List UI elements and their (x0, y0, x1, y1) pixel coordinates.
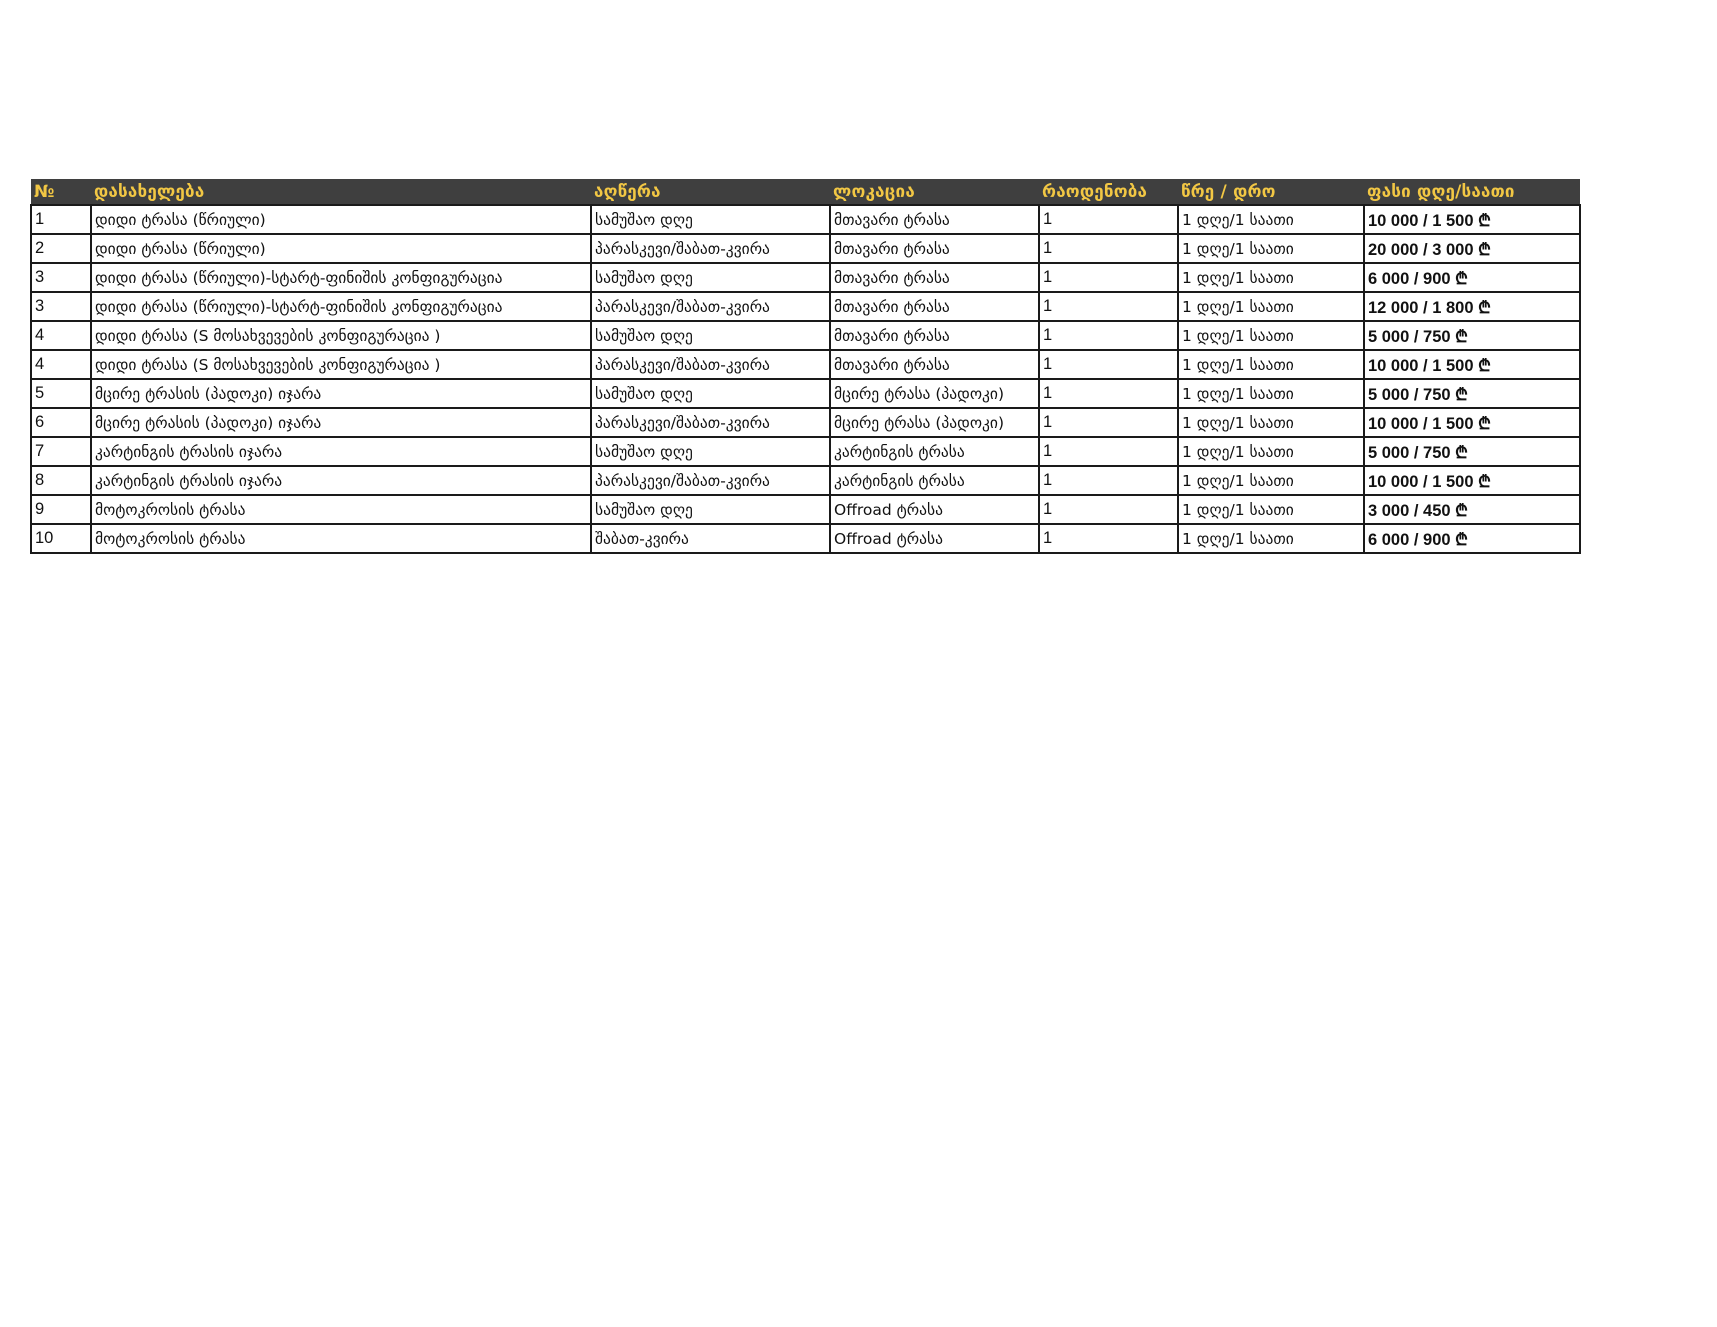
cell-location: Offroad ტრასა (830, 524, 1039, 553)
cell-number: 1 (31, 205, 91, 234)
cell-description: პარასკევი/შაბათ-კვირა (591, 350, 830, 379)
table-row (31, 379, 1580, 408)
cell-price: 5 000 / 750 ₾ (1364, 321, 1580, 350)
cell-duration: 1 დღე/1 საათი (1178, 321, 1364, 350)
cell-location: მთავარი ტრასა (830, 205, 1039, 234)
cell-number: 3 (31, 263, 91, 292)
cell-number: 6 (31, 408, 91, 437)
table-row (31, 495, 1580, 524)
cell-name: კარტინგის ტრასის იჯარა (91, 466, 591, 495)
cell-description: სამუშაო დღე (591, 437, 830, 466)
table-row (31, 437, 1580, 466)
cell-quantity: 1 (1039, 263, 1178, 292)
cell-duration: 1 დღე/1 საათი (1178, 437, 1364, 466)
cell-location: კარტინგის ტრასა (830, 466, 1039, 495)
cell-description: სამუშაო დღე (591, 379, 830, 408)
cell-duration: 1 დღე/1 საათი (1178, 495, 1364, 524)
cell-name: დიდი ტრასა (წრიული) (91, 234, 591, 263)
cell-quantity: 1 (1039, 524, 1178, 553)
cell-number: 2 (31, 234, 91, 263)
table-body (31, 205, 1580, 553)
cell-name: მცირე ტრასის (პადოკი) იჯარა (91, 408, 591, 437)
header-price: ფასი დღე/საათი (1367, 181, 1515, 202)
table-row (31, 234, 1580, 263)
cell-price: 5 000 / 750 ₾ (1364, 379, 1580, 408)
cell-location: მცირე ტრასა (პადოკი) (830, 379, 1039, 408)
cell-name: მცირე ტრასის (პადოკი) იჯარა (91, 379, 591, 408)
cell-number: 10 (31, 524, 91, 553)
cell-duration: 1 დღე/1 საათი (1178, 350, 1364, 379)
cell-duration: 1 დღე/1 საათი (1178, 263, 1364, 292)
cell-location: Offroad ტრასა (830, 495, 1039, 524)
cell-duration: 1 დღე/1 საათი (1178, 205, 1364, 234)
price-table (30, 179, 1581, 554)
header-number: № (34, 181, 55, 202)
cell-location: მთავარი ტრასა (830, 292, 1039, 321)
cell-description: სამუშაო დღე (591, 263, 830, 292)
cell-quantity: 1 (1039, 437, 1178, 466)
cell-quantity: 1 (1039, 495, 1178, 524)
cell-name: მოტოკროსის ტრასა (91, 524, 591, 553)
table-row (31, 321, 1580, 350)
cell-duration: 1 დღე/1 საათი (1178, 292, 1364, 321)
cell-location: მთავარი ტრასა (830, 234, 1039, 263)
cell-description: სამუშაო დღე (591, 321, 830, 350)
cell-number: 5 (31, 379, 91, 408)
cell-quantity: 1 (1039, 292, 1178, 321)
cell-name: დიდი ტრასა (წრიული)-სტარტ-ფინიშის კონფიგურაცია (91, 292, 591, 321)
table-row (31, 263, 1580, 292)
cell-name: დიდი ტრასა (S მოსახვევების კონფიგურაცია ) (91, 350, 591, 379)
cell-quantity: 1 (1039, 321, 1178, 350)
cell-duration: 1 დღე/1 საათი (1178, 524, 1364, 553)
cell-quantity: 1 (1039, 205, 1178, 234)
cell-location: კარტინგის ტრასა (830, 437, 1039, 466)
header-duration: წრე / დრო (1181, 181, 1276, 202)
price-sheet (30, 179, 1579, 554)
cell-description: სამუშაო დღე (591, 205, 830, 234)
cell-price: 3 000 / 450 ₾ (1364, 495, 1580, 524)
cell-number: 9 (31, 495, 91, 524)
cell-number: 7 (31, 437, 91, 466)
header-name: დასახელება (94, 181, 205, 202)
cell-location: მთავარი ტრასა (830, 263, 1039, 292)
cell-location: მთავარი ტრასა (830, 350, 1039, 379)
cell-description: პარასკევი/შაბათ-კვირა (591, 234, 830, 263)
cell-price: 12 000 / 1 800 ₾ (1364, 292, 1580, 321)
cell-description: პარასკევი/შაბათ-კვირა (591, 408, 830, 437)
cell-quantity: 1 (1039, 234, 1178, 263)
cell-duration: 1 დღე/1 საათი (1178, 234, 1364, 263)
cell-name: დიდი ტრასა (წრიული) (91, 205, 591, 234)
header-location: ლოკაცია (833, 181, 915, 202)
cell-description: სამუშაო დღე (591, 495, 830, 524)
table-row (31, 205, 1580, 234)
cell-name: მოტოკროსის ტრასა (91, 495, 591, 524)
table-row (31, 292, 1580, 321)
table-row (31, 408, 1580, 437)
cell-price: 20 000 / 3 000 ₾ (1364, 234, 1580, 263)
cell-description: პარასკევი/შაბათ-კვირა (591, 292, 830, 321)
cell-price: 6 000 / 900 ₾ (1364, 263, 1580, 292)
table-row (31, 350, 1580, 379)
cell-quantity: 1 (1039, 408, 1178, 437)
cell-duration: 1 დღე/1 საათი (1178, 466, 1364, 495)
cell-price: 10 000 / 1 500 ₾ (1364, 466, 1580, 495)
cell-number: 8 (31, 466, 91, 495)
cell-location: მცირე ტრასა (პადოკი) (830, 408, 1039, 437)
cell-price: 10 000 / 1 500 ₾ (1364, 408, 1580, 437)
cell-name: დიდი ტრასა (S მოსახვევების კონფიგურაცია ) (91, 321, 591, 350)
cell-price: 10 000 / 1 500 ₾ (1364, 205, 1580, 234)
cell-quantity: 1 (1039, 379, 1178, 408)
cell-location: მთავარი ტრასა (830, 321, 1039, 350)
cell-duration: 1 დღე/1 საათი (1178, 408, 1364, 437)
table-row (31, 524, 1580, 553)
table-row (31, 466, 1580, 495)
cell-description: პარასკევი/შაბათ-კვირა (591, 466, 830, 495)
cell-name: დიდი ტრასა (წრიული)-სტარტ-ფინიშის კონფიგურაცია (91, 263, 591, 292)
cell-price: 5 000 / 750 ₾ (1364, 437, 1580, 466)
cell-duration: 1 დღე/1 საათი (1178, 379, 1364, 408)
header-quantity: რაოდენობა (1042, 181, 1148, 202)
cell-quantity: 1 (1039, 350, 1178, 379)
cell-number: 3 (31, 292, 91, 321)
table-header-row (31, 179, 1580, 205)
cell-price: 10 000 / 1 500 ₾ (1364, 350, 1580, 379)
cell-quantity: 1 (1039, 466, 1178, 495)
cell-price: 6 000 / 900 ₾ (1364, 524, 1580, 553)
cell-name: კარტინგის ტრასის იჯარა (91, 437, 591, 466)
header-description: აღწერა (594, 181, 661, 202)
cell-number: 4 (31, 321, 91, 350)
cell-number: 4 (31, 350, 91, 379)
cell-description: შაბათ-კვირა (591, 524, 830, 553)
